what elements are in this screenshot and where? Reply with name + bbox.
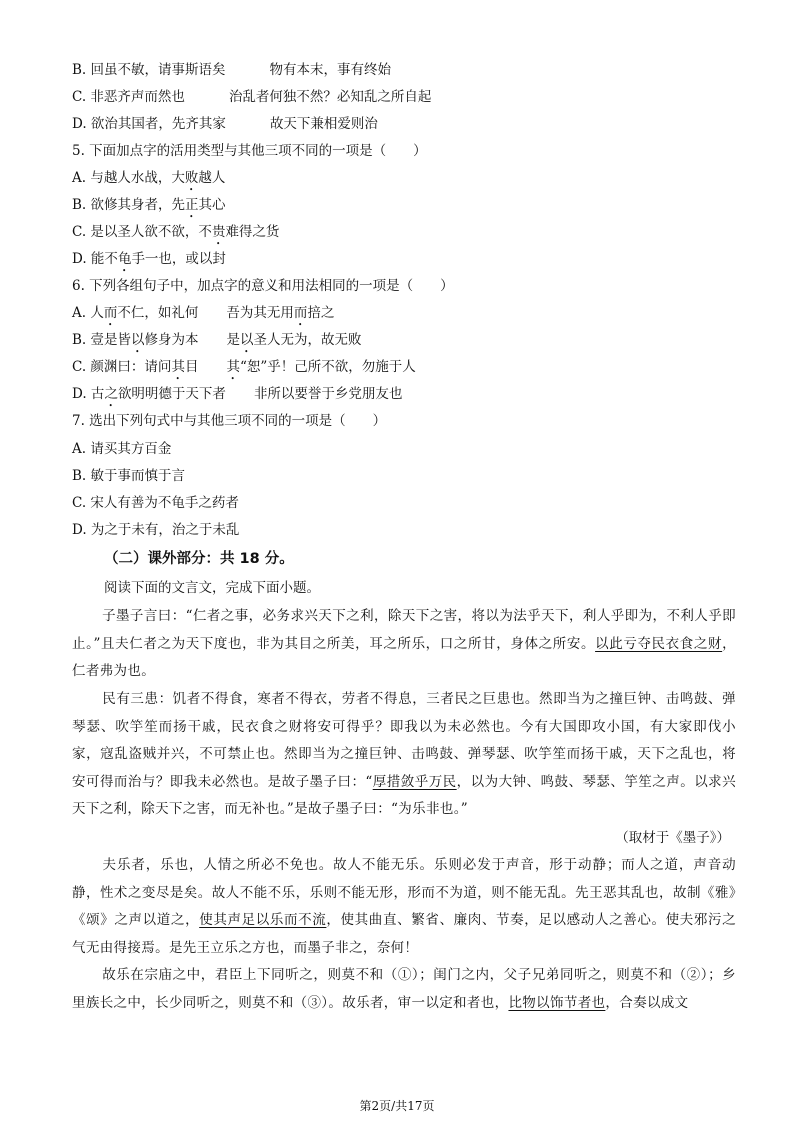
page-footer: 第2页/共17页 (359, 1099, 435, 1113)
q6-option-b (72, 330, 734, 356)
passage2-paragraph1 (72, 852, 736, 962)
p1-text-a: 子墨子言曰：“仁者之事，必务求兴天下之利，除天下之害，将以为法乎天下，利人乎即为，不利人乎即止。”且夫仁者之为天下度也，非为其目之所美，耳之所乐，口之所甘，身体之所安。 (72, 608, 736, 652)
q6-option-c (72, 357, 734, 383)
q5-b-dotted: 正 (185, 197, 199, 213)
q6-b-right-pre: 是 (226, 332, 241, 348)
q6-a-right-post: 掊之 (307, 305, 335, 321)
q5-stem: 5. 下面加点字的活用类型与其他三项不同的一项是（ ） (72, 143, 427, 159)
q5-a-dotted: 败 (184, 170, 199, 186)
p1-underlined: 以此亏夺民衣食之财 (595, 635, 723, 652)
p1-text-b: ，仁者弗为也。 (72, 635, 737, 679)
q5-d-pre: D. 能不 (72, 251, 118, 267)
passage1-paragraph2 (72, 686, 736, 824)
q6-a-left-dotted: 而 (103, 305, 118, 321)
q6-d-left-dotted: 之 (104, 386, 118, 402)
option-d-left: D. 欲治其国者，先齐其家 (72, 116, 226, 132)
q6-d-right-pre: 非所以要誉于乡党朋友 (253, 386, 389, 402)
q6-b-left-dotted: 以 (131, 332, 145, 348)
option-b-right: 物有本末，事有终始 (269, 62, 392, 78)
q6-a-right-dotted: 而 (293, 305, 308, 321)
p3-text-a: 夫乐者，乐也，人情之所必不免也。故人不能无乐。乐则必发于声音，形于动静；而人之道，声音动静，性术之变尽是矣。故人不能不乐，乐则不能无形，形而不为道，则不能无乱。先王恶其乱也，故制《雅》《颂》之声以道之， (72, 857, 736, 928)
p3-text-b: ，使其曲直、繁省、廉肉、节奏，足以感动人之善心。使夫邪污之气无由得接焉。是先王立乐之方也，而墨子非之，奈何！ (72, 912, 736, 956)
q5-b-pre: B. 欲修其身者，先 (72, 197, 186, 213)
source-citation: （取材于《墨子》） (615, 830, 730, 846)
q5-c-pre: C. 是以圣人欲不欲，不 (72, 224, 212, 240)
q6-c-left-pre: C. 颜渊曰：请问 (72, 359, 172, 375)
passage1-paragraph1 (72, 603, 736, 686)
q6-stem: 6. 下列各组句子中，加点字的意义和用法相同的一项是（ ） (72, 278, 454, 294)
q6-a-right-pre: 吾为其无用 (226, 305, 294, 321)
p2-text-b: ，以为大钟、鸣鼓、琴瑟、竽笙之声。以求兴天下之利，除天下之害，而无补也。”是故子墨子曰：“为乐非也。” (72, 773, 736, 817)
q5-option-a (72, 168, 734, 194)
q5-option-d (72, 249, 734, 275)
q6-d-left-post: 欲明明德于天下者 (117, 386, 226, 402)
section-heading: （二）课外部分：共 18 分。 (104, 551, 294, 567)
q6-option-d (72, 384, 734, 410)
p4-underlined: 比物以饰节者也 (508, 994, 606, 1011)
q5-option-c (72, 222, 734, 248)
q7-option-c: C. 宋人有善为不龟手之药者 (72, 495, 239, 511)
q6-b-right-post: 圣人无为，故无败 (253, 332, 362, 348)
p3-underlined: 使其声足以乐而不流 (199, 912, 327, 928)
q7-option-a: A. 请买其方百金 (72, 441, 172, 457)
q6-d-right-post: 也 (388, 386, 403, 402)
q6-a-left-pre: A. 人 (72, 305, 104, 321)
p4-text-a: 故乐在宗庙之中，君臣上下同听之，则莫不和（①）；闺门之内，父子兄弟同听之，则莫不和（②）；乡里族长之中，长少同听之，则莫不和（③）。故乐者，审一以定和者也， (72, 967, 736, 1011)
option-d-right: 故天下兼相爱则治 (269, 116, 378, 132)
q6-c-right-post: “恕”乎！己所不欲，勿施于人 (239, 359, 416, 375)
q5-a-post: 越人 (198, 170, 226, 186)
passage2-paragraph2 (72, 962, 736, 1017)
q5-a-pre: A. 与越人水战，大 (72, 170, 185, 186)
q7-option-d: D. 为之于未有，治之于未乱 (72, 522, 240, 538)
q6-c-left-dotted: 其 (171, 359, 185, 375)
q5-d-dotted: 龟 (117, 251, 132, 267)
q5-c-post: 难得之货 (225, 224, 280, 240)
q6-b-right-dotted: 以 (240, 332, 254, 348)
p2-underlined: 厚措敛乎万民 (372, 773, 457, 790)
option-b-left: B. 回虽不敏，请事斯语矣 (72, 62, 226, 78)
p2-text-a: 民有三患：饥者不得食，寒者不得衣，劳者不得息，三者民之巨患也。然即当为之撞巨钟、击鸣鼓、弹琴瑟、吹竽笙而扬干戚，民衣食之财将安可得乎？即我以为未必然也。今有大国即攻小国，有大家即伐小家，寇乱盗贼并兴，不可禁止也。然即当为之撞巨钟、击鸣鼓、弹琴瑟、吹竽笙而扬干戚，天下之乱也，将安可得而治与？即我未必然也。是故子墨子曰：“ (72, 691, 736, 790)
q6-c-right-dotted: 其 (226, 359, 240, 375)
option-c-right: 治乱者何独不然？必知乱之所自起 (228, 89, 432, 105)
q5-b-post: 其心 (198, 197, 226, 213)
q7-stem: 7. 选出下列句式中与其他三项不同的一项是（ ） (72, 413, 387, 429)
q6-option-a (72, 303, 734, 329)
q5-d-post: 手一也，或以封 (131, 251, 226, 267)
q6-c-left-post: 目 (184, 359, 199, 375)
q6-b-left-post: 修身为本 (144, 332, 199, 348)
option-c-row (72, 87, 734, 107)
section-intro: 阅读下面的文言文，完成下面小题。 (104, 580, 320, 596)
q7-option-b: B. 敏于事而慎于言 (72, 468, 186, 484)
q5-c-dotted: 贵 (211, 224, 226, 240)
q6-b-left-pre: B. 壹是皆 (72, 332, 132, 348)
q6-d-left-pre: D. 古 (72, 386, 105, 402)
q6-a-left-post: 不仁，如礼何 (117, 305, 199, 321)
option-b-row (72, 60, 734, 80)
option-d-row (72, 114, 734, 134)
p4-text-b: ，合奏以成文 (605, 994, 689, 1011)
option-c-left: C. 非恶齐声而然也 (72, 89, 185, 105)
q5-option-b (72, 195, 734, 221)
